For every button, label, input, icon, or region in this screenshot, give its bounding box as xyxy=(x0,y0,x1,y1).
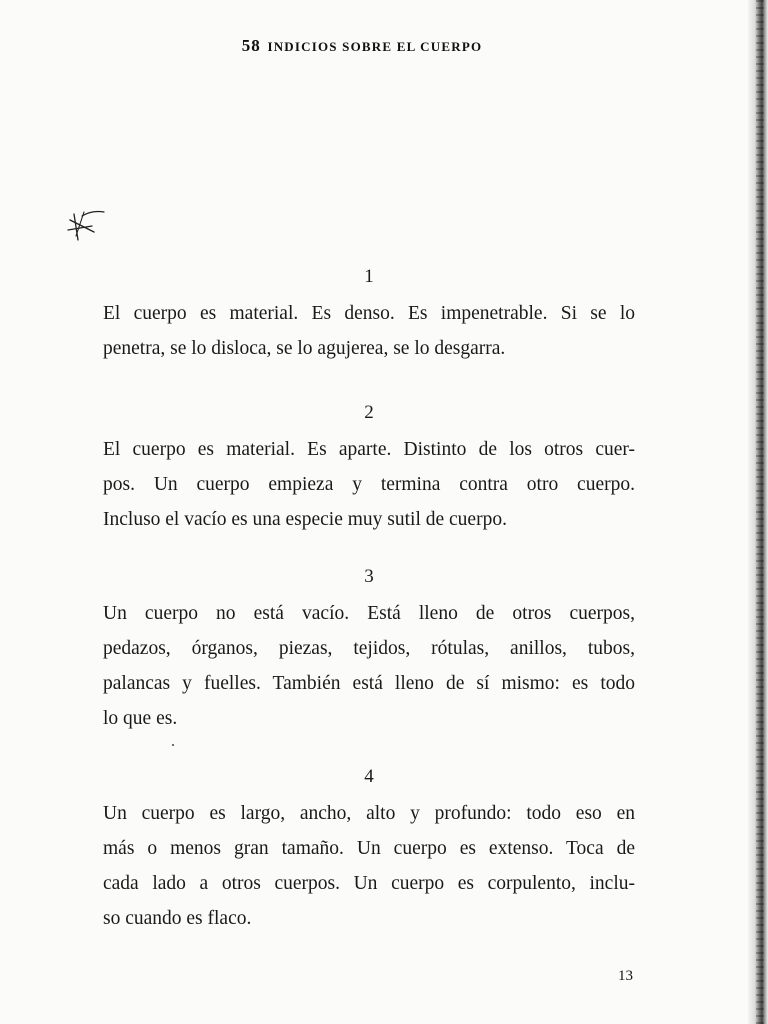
text-line: El cuerpo es material. Es denso. Es impenetrable. Si se lo xyxy=(103,303,635,324)
text-line: pos. Un cuerpo empieza y termina contra otro cuerpo. xyxy=(103,474,635,495)
text-line: Un cuerpo es largo, ancho, alto y profundo: todo eso en xyxy=(103,803,635,824)
section-1 xyxy=(103,266,635,366)
running-head xyxy=(0,36,724,56)
section-paragraph xyxy=(103,596,635,736)
section-number: 4 xyxy=(364,766,374,787)
section-2 xyxy=(103,402,635,537)
text-line: penetra, se lo disloca, se lo agujerea, se lo desgarra. xyxy=(103,338,506,359)
text-line: cada lado a otros cuerpos. Un cuerpo es corpulento, inclu- xyxy=(103,873,635,894)
text-line: palancas y fuelles. También está lleno de sí mismo: es todo xyxy=(103,673,635,694)
text-line: Un cuerpo no está vacío. Está lleno de otros cuerpos, xyxy=(103,603,635,624)
running-head-number: 58 xyxy=(241,36,261,55)
section-paragraph xyxy=(103,296,635,366)
text-line: El cuerpo es material. Es aparte. Distinto de los otros cuer- xyxy=(103,439,635,460)
section-paragraph xyxy=(103,796,635,936)
text-line: so cuando es flaco. xyxy=(103,908,252,929)
handwritten-star-mark-icon xyxy=(64,206,112,246)
section-number: 1 xyxy=(364,266,374,287)
section-number: 2 xyxy=(364,402,374,423)
text-line: más o menos gran tamaño. Un cuerpo es extenso. Toca de xyxy=(103,838,635,859)
section-3 xyxy=(103,566,635,736)
text-line: pedazos, órganos, piezas, tejidos, rótulas, anillos, tubos, xyxy=(103,638,635,659)
running-head-title: INDICIOS SOBRE EL CUERPO xyxy=(267,39,483,54)
text-line: lo que es. xyxy=(103,708,178,729)
page-edge-texture xyxy=(756,0,764,1024)
section-paragraph xyxy=(103,432,635,537)
section-4 xyxy=(103,766,635,936)
section-number: 3 xyxy=(364,566,374,587)
text-line: Incluso el vacío es una especie muy sutil de cuerpo. xyxy=(103,509,507,530)
stray-mark xyxy=(172,744,174,746)
page-number: 13 xyxy=(618,968,633,984)
